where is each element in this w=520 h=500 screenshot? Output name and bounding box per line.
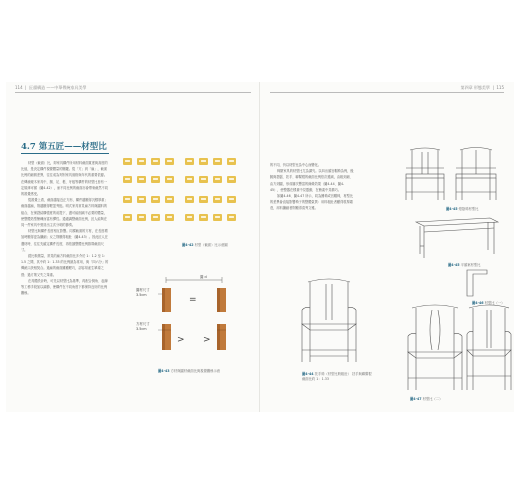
chair-illustration	[300, 272, 358, 367]
caption-number: 圖4-45	[446, 207, 458, 211]
tile-inner	[153, 160, 158, 162]
right-chapter: 第四章 形態美學	[460, 85, 490, 90]
body-paragraph: 的不同，仍以材型比為中心而變化。	[270, 163, 321, 167]
caption-text: 材型比（一）	[484, 301, 505, 305]
fig47-caption	[410, 396, 442, 401]
tile-icon	[123, 196, 132, 203]
greater-than-sign: >	[203, 335, 211, 345]
section-title: 4.7 第五匠——材型比	[21, 142, 107, 152]
tile-inner	[215, 178, 220, 180]
tile-inner	[167, 198, 172, 200]
tile-icon	[227, 176, 236, 183]
chair-illustration	[406, 302, 464, 394]
fig45-caption	[446, 206, 478, 211]
tile-icon	[123, 176, 132, 183]
wood-block-svg	[122, 272, 252, 367]
right-page	[260, 82, 514, 412]
tile-icon	[165, 158, 174, 165]
tile-icon	[227, 214, 236, 221]
right-page-number: 115	[496, 85, 504, 90]
tile-inner	[229, 160, 234, 162]
tile-icon	[165, 196, 174, 203]
tile-icon	[185, 196, 194, 203]
tile-inner	[125, 178, 130, 180]
tile-icon	[137, 158, 146, 165]
body-paragraph: 在具體設計時，可先以材型比為基準，再配合倒角、起線等工藝手段加以調節，使構件在不同角度下都保持良好的比例關係。	[21, 278, 108, 296]
left-header-rule	[15, 92, 251, 93]
top-dimension-label: 圓 d	[200, 275, 207, 279]
left-book-subtitle: ——中華傳統家具美學	[46, 85, 87, 90]
tile-inner	[187, 178, 192, 180]
tile-inner	[229, 198, 234, 200]
body-paragraph: 如圖4-46、圖4-47 所示，同為圈椅或官帽椅，材型比的差異會直接影響椅子的整體氣質：用料粗壯者顯得敦厚端莊，用料纖細者則顯得清秀文雅。	[270, 194, 354, 211]
tile-inner	[167, 178, 172, 180]
tile-inner	[187, 160, 192, 162]
caption-number: 圖4-44	[302, 372, 314, 376]
tile-icon	[123, 214, 132, 221]
profile-detail-illustration	[465, 268, 489, 298]
tile-icon	[227, 158, 236, 165]
tile-icon	[199, 196, 208, 203]
tile-inner	[229, 216, 234, 218]
tile-inner	[201, 178, 206, 180]
body-paragraph: 材型（截面）比，即家具構件所用材料截面寬度與高度的比值，是決定構件視覺體量的關鍵。從「方」到「扁」，截面比例的細微差異，往往成為判別家具風格與年代的重要依據。在傳統硬木家具中，腿、足、棖、牙板等構件的材型比皆有一定規律可循（圖4-42），而不同比例的截面亦會帶來截然不同的視覺感受。	[21, 161, 108, 197]
book-spread	[6, 82, 514, 412]
chair-illustration	[465, 302, 513, 394]
tile-icon	[137, 214, 146, 221]
profile-detail-svg	[465, 268, 489, 298]
tile-inner	[139, 198, 144, 200]
tile-icon	[213, 196, 222, 203]
block-label-b: 方材尺寸 3.5cm	[136, 322, 150, 331]
tile-icon	[151, 176, 160, 183]
caption-text: 材型（截面）比示意圖	[194, 243, 228, 247]
tile-icon	[213, 176, 222, 183]
fig43-caption	[158, 368, 220, 373]
tile-inner	[201, 198, 206, 200]
wood-block-shade	[162, 288, 165, 312]
tile-icon	[213, 214, 222, 221]
body-paragraph: 從視覺上看，截面越接近正方形，構件越顯得沉穩厚重；截面越扁，則越顯得輕盈秀挺。明式家具常見扁方料與圓料的組合，在保證結構強度的前提下，盡可能削減不必要的體量，使整體造型簡練而富有彈性。通過調整截面比例，匠人能夠在同一件家具中營造出主次分明的節奏。	[21, 198, 108, 228]
left-page-header: 114 | 匠韻構造 ——中華傳統家具美學	[15, 85, 87, 90]
tile-inner	[215, 198, 220, 200]
tile-grid-caption	[182, 242, 228, 247]
left-page-number: 114	[15, 85, 23, 90]
tile-inner	[139, 178, 144, 180]
tile-icon	[185, 214, 194, 221]
fig-side-caption	[448, 262, 480, 267]
left-body-text	[21, 160, 109, 296]
tile-inner	[125, 160, 130, 162]
tile-inner	[201, 160, 206, 162]
tile-icon	[199, 176, 208, 183]
tile-inner	[187, 216, 192, 218]
tile-inner	[125, 216, 130, 218]
tile-inner	[215, 216, 220, 218]
caption-text: 材型比（二）	[422, 397, 443, 401]
tile-grid-figure	[123, 158, 245, 240]
caption-text-line2: 扶手與聯幫棍截面比約 1：1.33	[302, 372, 372, 381]
right-body-text	[270, 162, 354, 212]
caption-text: 方材與圓材截面比與視覺關係示意	[170, 369, 221, 373]
tile-inner	[187, 198, 192, 200]
wood-block-figure	[122, 272, 252, 367]
tile-inner	[229, 178, 234, 180]
tile-icon	[137, 196, 146, 203]
tile-inner	[201, 216, 206, 218]
body-paragraph: 材型比與構件長度相互影響。同樣截面的方材，在長度增加時顯得更為纖細；反之則顯得粗壯（圖4-43）。因此匠人在選材時，往往先確定構件長度，再依據整體比例推算截面尺寸。	[21, 229, 108, 252]
left-page	[6, 82, 260, 412]
tile-icon	[151, 214, 160, 221]
tile-icon	[151, 158, 160, 165]
chair-illustration-svg	[400, 144, 450, 204]
section-rule	[21, 153, 109, 154]
fig44-caption	[302, 372, 372, 381]
tile-inner	[153, 178, 158, 180]
tile-inner	[139, 160, 144, 162]
chair-illustration-svg	[300, 272, 358, 367]
caption-text: 平頭案材型比	[460, 263, 481, 267]
tile-icon	[199, 158, 208, 165]
equals-sign: =	[189, 295, 197, 305]
chair-illustration-svg	[452, 144, 500, 204]
wood-block-shade	[162, 324, 165, 350]
tile-inner	[167, 160, 172, 162]
wood-block-shade	[217, 324, 220, 350]
tile-inner	[167, 216, 172, 218]
tile-icon	[165, 176, 174, 183]
block-label-a: 圓材尺寸 3.5cm	[136, 288, 150, 297]
chair-illustration-svg	[465, 302, 513, 394]
left-book-title: 匠韻構造	[29, 85, 46, 90]
tile-inner	[153, 216, 158, 218]
caption-number: 圖4-42	[182, 243, 194, 247]
body-paragraph: 經比較測量，常見的扁方料截面比多介於 1：1.2 至 1：1.5 之間，其中約 1：1.33 的比例最為常用，與「四六分」的傳統口訣相契合。過扁的截面雖顯輕巧，卻容易產生單薄之感；過方則又失之笨重。	[21, 254, 109, 277]
table-illustration-svg	[410, 214, 500, 260]
tile-icon	[151, 196, 160, 203]
caption-number: 圖4-46	[472, 301, 484, 305]
chair-illustration	[400, 144, 450, 204]
tile-inner	[125, 198, 130, 200]
caption-number: 圖4-43	[158, 369, 170, 373]
caption-number: 圖4-47	[410, 397, 422, 401]
tile-icon	[137, 176, 146, 183]
body-paragraph: 椅類家具的材型比尤為講究。以四出頭官帽椅為例，後腿與搭腦、扶手、聯幫棍的截面比例依次遞減，由粗到細、由方到圓，形成層次豐富的線條效果（圖4-44、圖4-45），使整器在穩重中見靈動，在簡素中見精巧。	[270, 169, 354, 192]
tile-icon	[165, 214, 174, 221]
tile-icon	[199, 214, 208, 221]
caption-text: 扶手椅（材型比較粗壯）	[314, 372, 351, 376]
greater-than-sign: >	[177, 335, 185, 345]
tile-icon	[227, 196, 236, 203]
tile-icon	[185, 176, 194, 183]
caption-text: 燈掛椅材型比	[458, 207, 479, 211]
tile-icon	[123, 158, 132, 165]
table-illustration	[410, 214, 500, 260]
tile-icon	[185, 158, 194, 165]
right-header-rule	[270, 92, 504, 93]
tile-inner	[215, 160, 220, 162]
tile-icon	[213, 158, 222, 165]
wood-block-shade	[217, 288, 220, 312]
tile-inner	[139, 216, 144, 218]
caption-number: 圖4-45	[448, 263, 460, 267]
right-page-header: 第四章 形態美學 | 115	[460, 85, 504, 90]
chair-illustration-svg	[406, 302, 464, 394]
chair-illustration	[452, 144, 500, 204]
tile-inner	[153, 198, 158, 200]
